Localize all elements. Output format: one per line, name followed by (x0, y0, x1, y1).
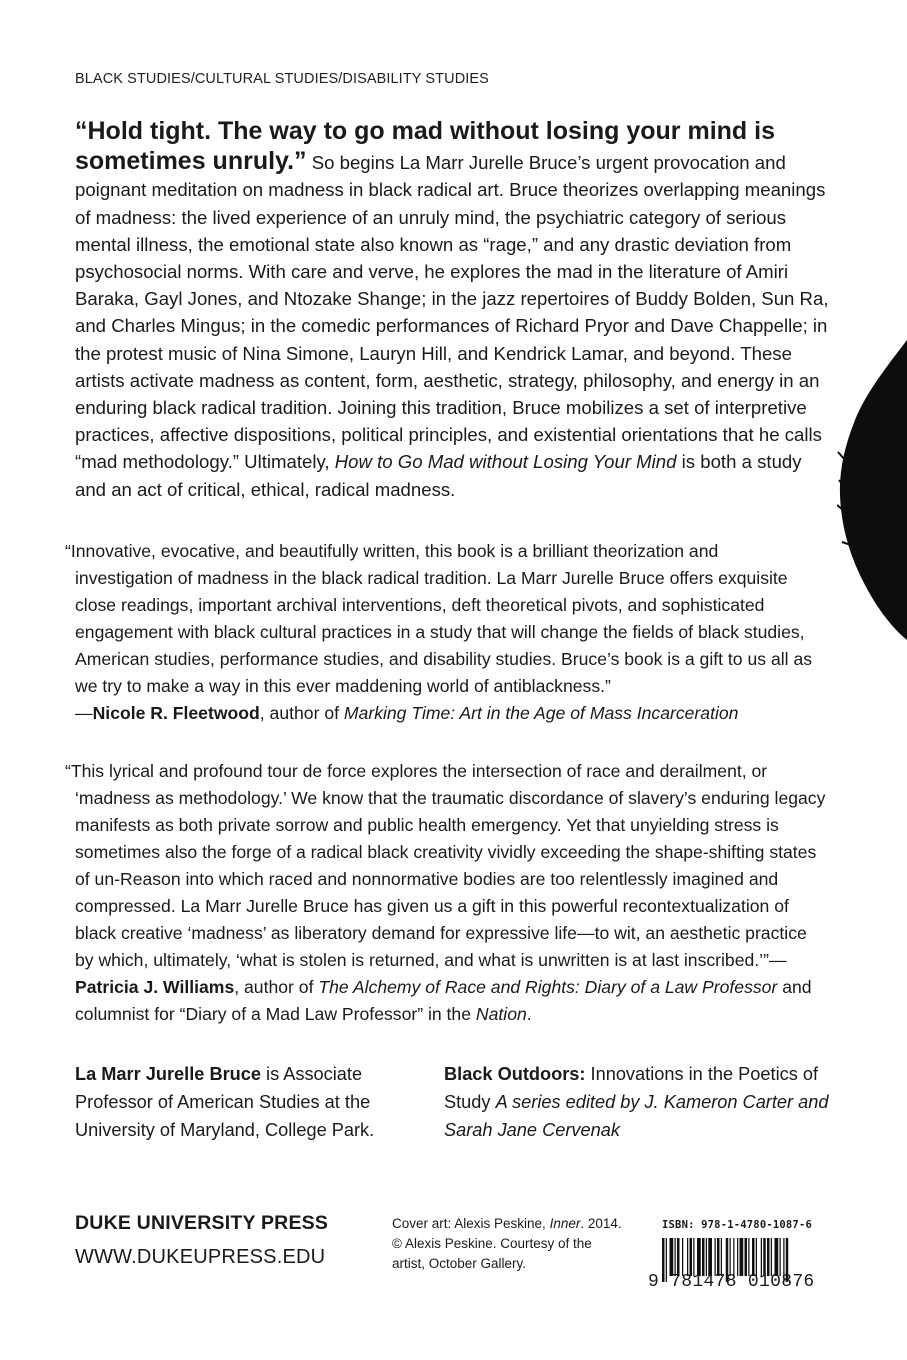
book-description (75, 116, 835, 503)
barcode-bar (721, 1238, 722, 1276)
endorser-column: and columnist for “Diary of a Mad Law Professor” in the (75, 977, 812, 1024)
series-editors: A series edited by J. Kameron Carter and Sarah Jane Cervenak (444, 1092, 829, 1140)
book-title: How to Go Mad without Losing Your Mind (334, 451, 677, 473)
endorsement-end: . (526, 1004, 532, 1024)
publisher-name: DUKE UNIVERSITY PRESS (75, 1212, 329, 1234)
barcode-bar (748, 1238, 749, 1276)
barcode-bar (708, 1238, 712, 1276)
endorser-role: , author of (259, 703, 344, 723)
barcode-bar (745, 1238, 748, 1276)
endorsement-text: “Innovative, evocative, and beautifully written, this book is a brilliant theorization and investigation of madness in the black radical tradition. La Marr Jurelle Bruce offers exquisite close readings, important archival interventions, deft theoretical pivots, and sophisticated engagement with black cultural practices in a study that will change the fields of black studies, American studies, performance studies, and disability studies. Bruce’s book is a gift to us all as we try to make a way in this ever maddening world of antiblackness.” (65, 541, 813, 696)
author-bio-text: is Associate Professor of American Studies at the University of Maryland, College Park. (75, 1064, 375, 1140)
endorser-name: Nicole R. Fleetwood (92, 703, 260, 723)
barcode-bar (670, 1238, 674, 1276)
cover-art-credit (392, 1214, 622, 1274)
opening-quote: “Hold tight. The way to go mad without losing your mind is sometimes unruly.” (75, 117, 775, 176)
endorser-name: Patricia J. Williams (75, 977, 235, 997)
barcode-bar (780, 1238, 781, 1276)
endorsement-text: “This lyrical and profound tour de force explores the intersection of race and derailment, or ‘madness as methodology.’ We know that the traumatic discordance of slavery’s enduring legacy manifests as both private sorrow and public health emergency. Yet that unyielding stress is sometimes also the forge of a radical black creativity vividly exceeding the shape-shifting states of un-Reason into which raced and nonnormative bodies are too relentlessly imagined and compressed. La Marr Jurelle Bruce has given us a gift in this powerful recontextualization of black creative ‘madness’ as liberatory demand for expressive life—to wit, an aesthetic practice by which, ultimately, ‘what is stolen is returned, and what is unwritten is at last inscribed.’” (65, 761, 826, 970)
author-bio (75, 1060, 405, 1144)
barcode-digits: 9 781478 010876 (648, 1272, 815, 1292)
barcode-bar (763, 1238, 766, 1276)
credit-prefix: Cover art: Alexis Peskine, (392, 1216, 550, 1231)
barcode-bar (717, 1238, 720, 1276)
isbn-label: ISBN: 978-1-4780-1087-6 (662, 1219, 812, 1231)
barcode-bar (715, 1238, 716, 1276)
barcode-bar (761, 1238, 762, 1276)
series-subtitle: Innovations in the Poetics of Study (444, 1064, 819, 1112)
publication-name: Nation (475, 1004, 527, 1024)
barcode-bar (682, 1238, 683, 1276)
artwork-title: Inner (549, 1216, 581, 1231)
barcode-bar (677, 1238, 680, 1276)
series-name: Black Outdoors: (444, 1064, 586, 1084)
barcode-bar (740, 1238, 744, 1276)
barcode-bar (767, 1238, 770, 1276)
barcode-bar (706, 1238, 707, 1276)
barcode-bar (775, 1238, 779, 1276)
endorsement-dash: — (768, 950, 787, 970)
author-name: La Marr Jurelle Bruce (75, 1064, 261, 1084)
barcode-bar (756, 1238, 757, 1276)
series-info (444, 1060, 844, 1144)
endorser-book: Marking Time: Art in the Age of Mass Incarceration (343, 703, 739, 723)
barcode-bar (730, 1238, 731, 1276)
barcode-bar (771, 1238, 772, 1276)
description-end: is both a study and an act of critical, ethical, radical madness. (75, 451, 802, 500)
barcode-bar (690, 1238, 693, 1276)
endorser-book: The Alchemy of Race and Rights: Diary of a Law Professor (318, 977, 778, 997)
credit-suffix: . 2014. © Alexis Peskine. Courtesy of the artist, October Gallery. (392, 1216, 622, 1271)
publisher-website: WWW.DUKEUPRESS.EDU (75, 1246, 326, 1268)
barcode-bar (693, 1238, 694, 1276)
endorsement-williams (65, 758, 829, 1028)
barcode-bar (697, 1238, 701, 1276)
cover-art-fragment (837, 340, 907, 640)
barcode-bar (702, 1238, 705, 1276)
barcode-bar (752, 1238, 755, 1276)
endorsement-fleetwood (65, 538, 817, 727)
barcode-bar (687, 1238, 688, 1276)
subject-categories: BLACK STUDIES/CULTURAL STUDIES/DISABILITY STUDIES (75, 71, 489, 87)
barcode-bar (733, 1238, 734, 1276)
endorser-role: , author of (234, 977, 319, 997)
description-text: So begins La Marr Jurelle Bruce’s urgent provocation and poignant meditation on madness in black radical art. Bruce theorizes overlapping meanings of madness: the lived experience of an unruly mind, the psychiatric category of serious mental illness, the emotional state also known as “rage,” and any drastic deviation from psychosocial norms. With care and verve, he explores the mad in the literature of Amiri Baraka, Gayl Jones, and Ntozake Shange; in the jazz repertoires of Buddy Bolden, Sun Ra, and Charles Mingus; in the comedic performances of Richard Pryor and Dave Chappelle; in the protest music of Nina Simone, Lauryn Hill, and Kendrick Lamar, and beyond. These artists activate madness as content, form, aesthetic, strategy, philosophy, and energy in an enduring black radical tradition. Joining this tradition, Bruce mobilizes a set of interpretive practices, affective dispositions, political principles, and existential orientations that he calls “mad methodology.” Ultimately, (75, 152, 829, 473)
endorsement-dash: — (75, 703, 93, 723)
barcode-bar (675, 1238, 676, 1276)
barcode-bar (737, 1238, 738, 1276)
